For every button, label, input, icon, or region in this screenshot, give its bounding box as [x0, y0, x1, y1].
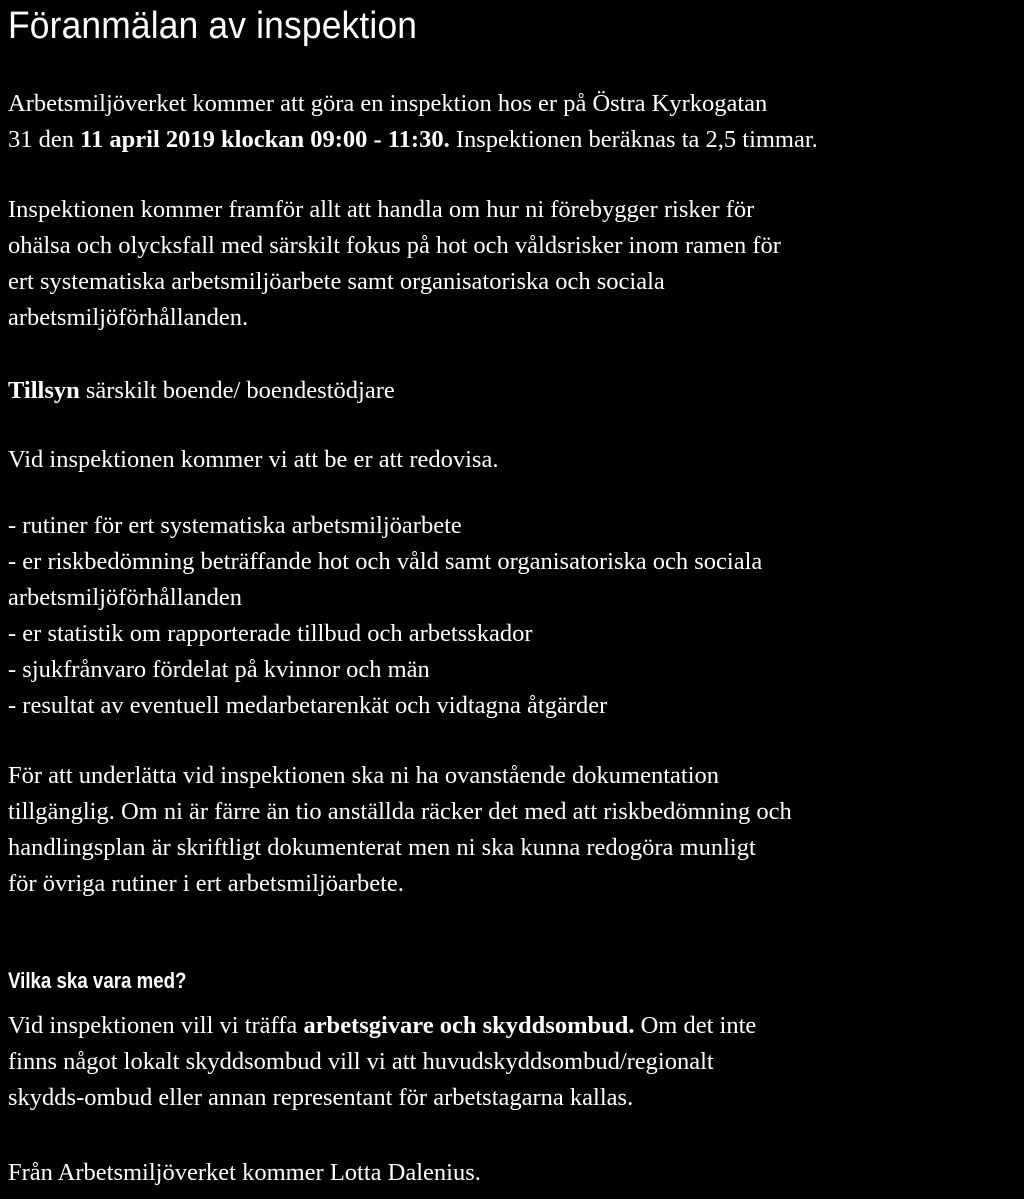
inspection-duration: Inspektionen beräknas ta 2,5 timmar.: [449, 126, 818, 153]
document-page: [8, 0, 1016, 1186]
intro-address-number: 31 den: [8, 126, 81, 153]
intro-line-1: Arbetsmiljöverket kommer att göra en inspektion hos er på Östra Kyrkogatan: [8, 90, 768, 117]
list-item: - sjukfrånvaro fördelat på kvinnor och män: [8, 656, 430, 683]
focus-line: ert systematiska arbetsmiljöarbete samt organisatoriska och sociala: [8, 268, 665, 295]
focus-line: Inspektionen kommer framför allt att handla om hur ni förebygger risker för: [8, 196, 755, 223]
list-item: - rutiner för ert systematiska arbetsmiljöarbete: [8, 512, 462, 539]
intro-line-2: [8, 122, 818, 158]
page-title: Föranmälan av inspektion: [8, 5, 418, 47]
supervision-type: [8, 373, 395, 409]
inspection-datetime: 11 april 2019 klockan 09:00 - 11:30.: [80, 126, 450, 153]
documentation-line: För att underlätta vid inspektionen ska ni ha ovanstående dokumentation: [8, 762, 720, 789]
attendees-line-1: [8, 1008, 756, 1044]
documentation-paragraph: [8, 758, 792, 902]
attendees-heading: Vilka ska vara med?: [8, 968, 187, 993]
requirements-list: [8, 508, 762, 724]
documentation-line: handlingsplan är skriftligt dokumenterat men ni ska kunna redogöra munligt: [8, 834, 756, 861]
supervision-value: särskilt boende/ boendestödjare: [79, 377, 395, 404]
documentation-line: för övriga rutiner i ert arbetsmiljöarbete.: [8, 870, 404, 897]
list-item: - er riskbedömning beträffande hot och våld samt organisatoriska och sociala: [8, 548, 763, 575]
report-intro: Vid inspektionen kommer vi att be er att redovisa.: [8, 446, 499, 473]
inspector-line: Från Arbetsmiljöverket kommer Lotta Dalenius.: [8, 1159, 481, 1186]
attendees-text: Om det inte: [634, 1012, 757, 1039]
intro-paragraph: [8, 86, 818, 158]
list-item: - er statistik om rapporterade tillbud och arbetsskador: [8, 620, 533, 647]
focus-paragraph: [8, 192, 781, 336]
supervision-label: Tillsyn: [8, 377, 80, 404]
attendees-roles: arbetsgivare och skyddsombud.: [303, 1012, 635, 1039]
list-item-continuation: arbetsmiljöförhållanden: [8, 584, 243, 611]
attendees-text: Vid inspektionen vill vi träffa: [8, 1012, 304, 1039]
attendees-line-3: skydds-ombud eller annan representant för arbetstagarna kallas.: [8, 1084, 634, 1111]
attendees-line-2: finns något lokalt skyddsombud vill vi att huvudskyddsombud/regionalt: [8, 1048, 714, 1075]
attendees-paragraph: [8, 1008, 756, 1116]
list-item: - resultat av eventuell medarbetarenkät och vidtagna åtgärder: [8, 692, 608, 719]
documentation-line: tillgänglig. Om ni är färre än tio anställda räcker det med att riskbedömning och: [8, 798, 792, 825]
focus-line: arbetsmiljöförhållanden.: [8, 304, 249, 331]
focus-line: ohälsa och olycksfall med särskilt fokus på hot och våldsrisker inom ramen för: [8, 232, 781, 259]
